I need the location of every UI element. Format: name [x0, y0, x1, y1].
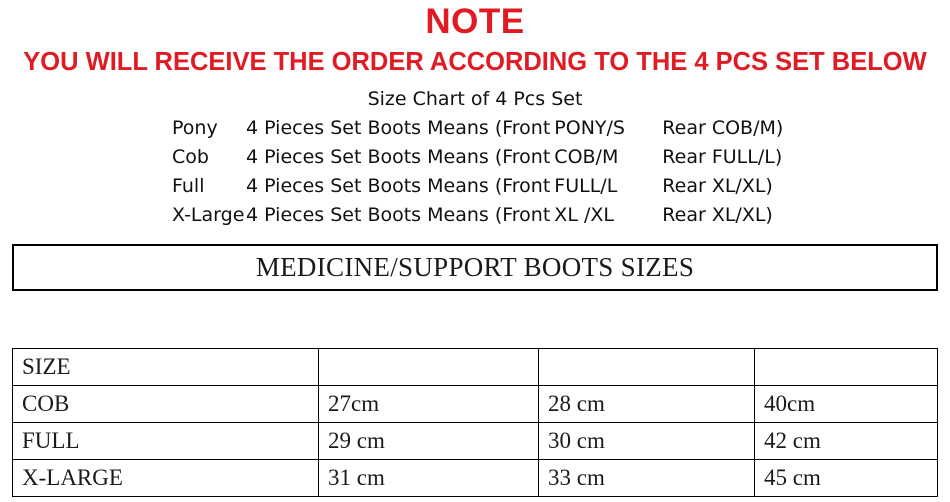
sizes-table-wrapper — [12, 348, 938, 497]
table-cell: 40cm — [755, 386, 938, 423]
table-cell: 33 cm — [539, 460, 755, 497]
note-subtitle: YOU WILL RECEIVE THE ORDER ACCORDING TO THE 4 PCS SET BELOW — [23, 48, 927, 76]
size-chart-rear: Rear XL/XL) — [662, 175, 773, 198]
table-row — [13, 460, 938, 497]
size-chart-front: PONY/S — [554, 117, 625, 140]
table-cell: 27cm — [319, 386, 539, 423]
table-cell: 28 cm — [539, 386, 755, 423]
size-chart-front: COB/M — [554, 146, 619, 169]
table-header-row — [13, 349, 938, 386]
table-row — [13, 386, 938, 423]
size-chart-size: Full — [172, 175, 205, 198]
size-chart-rear: Rear COB/M) — [662, 117, 784, 140]
size-chart-size: X-Large — [172, 203, 245, 226]
size-chart-rear: Rear XL/XL) — [662, 203, 773, 226]
size-chart-block — [0, 88, 950, 230]
table-cell: FULL — [13, 423, 319, 460]
size-chart-desc: 4 Pieces Set Boots Means (Front — [246, 175, 551, 198]
note-title: NOTE — [425, 2, 525, 41]
size-chart-row — [172, 143, 950, 172]
size-chart-desc: 4 Pieces Set Boots Means (Front — [246, 203, 551, 226]
table-row — [13, 423, 938, 460]
table-header-cell — [755, 349, 938, 386]
document-page — [0, 4, 950, 502]
size-chart-heading: Size Chart of 4 Pcs Set — [367, 87, 583, 110]
size-chart-size: Cob — [172, 146, 209, 169]
boots-sizes-banner-text: MEDICINE/SUPPORT BOOTS SIZES — [255, 251, 695, 282]
size-chart-desc: 4 Pieces Set Boots Means (Front — [246, 146, 551, 169]
size-chart-row — [172, 201, 950, 230]
table-header-cell — [539, 349, 755, 386]
size-chart-desc: 4 Pieces Set Boots Means (Front — [246, 117, 551, 140]
table-cell: COB — [13, 386, 319, 423]
size-chart-size: Pony — [172, 117, 218, 140]
table-header-cell — [319, 349, 539, 386]
size-chart-row — [172, 114, 950, 143]
size-chart-front: FULL/L — [554, 175, 618, 198]
boots-sizes-banner — [12, 244, 938, 291]
size-chart-rows — [0, 114, 950, 230]
table-cell: 31 cm — [319, 460, 539, 497]
sizes-table — [12, 348, 938, 497]
table-cell: X-LARGE — [13, 460, 319, 497]
table-cell: 29 cm — [319, 423, 539, 460]
table-cell: 45 cm — [755, 460, 938, 497]
table-cell: 30 cm — [539, 423, 755, 460]
size-chart-front: XL /XL — [554, 203, 614, 226]
table-cell: 42 cm — [755, 423, 938, 460]
size-chart-rear: Rear FULL/L) — [662, 146, 783, 169]
table-header-cell: SIZE — [13, 349, 319, 386]
size-chart-row — [172, 172, 950, 201]
